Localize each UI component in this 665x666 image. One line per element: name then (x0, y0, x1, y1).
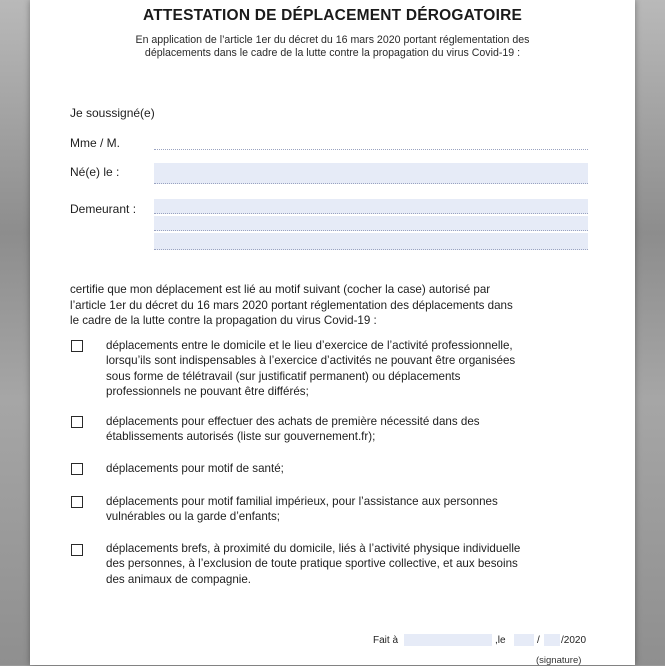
name-field[interactable] (154, 140, 588, 150)
subtitle-line: déplacements dans le cadre de la lutte contre la propagation du virus Covid-19 : (144, 47, 521, 59)
option-line: déplacements brefs, à proximité du domicile, liés à l’activité physique individuelle (106, 542, 521, 555)
reason-health-checkbox[interactable] (71, 463, 83, 475)
fait-label: Fait à (373, 635, 399, 646)
document-subtitle (70, 34, 595, 60)
birthdate-field[interactable] (154, 163, 588, 184)
address-field-line-3[interactable] (154, 233, 588, 250)
option-line: déplacements entre le domicile et le lieu d’exercice de l’activité professionnelle, (106, 339, 513, 352)
reason-exercise-checkbox[interactable] (71, 544, 83, 556)
option-line: déplacements pour motif familial impérieux, pour l’assistance aux personnes (106, 495, 498, 508)
intro-label: Je soussigné(e) (70, 106, 155, 120)
subtitle-line: En application de l’article 1er du décret du 16 mars 2020 portant réglementation des (135, 34, 530, 46)
option-line: déplacements pour motif de santé; (106, 462, 284, 475)
name-label: Mme / M. (70, 136, 120, 150)
date-label: ,le (495, 635, 506, 646)
day-field[interactable] (514, 634, 534, 646)
option-line: lorsqu’ils sont indispensables à l’exercice d’activités ne pouvant être organisées (106, 354, 516, 368)
reason-health-text (106, 461, 588, 476)
option-line: établissements autorisés (liste sur gouvernement.fr); (106, 430, 376, 444)
document-title: ATTESTATION DE DÉPLACEMENT DÉROGATOIRE (142, 7, 523, 24)
option-line: des personnes, à l’exclusion de toute pratique sportive collective, et aux besoins (106, 557, 518, 571)
option-line: sous forme de télétravail (sur justificatif permanent) ou déplacements (106, 369, 461, 383)
address-field-line-2[interactable] (154, 216, 588, 231)
birthdate-label: Né(e) le : (70, 165, 120, 179)
reason-family-checkbox[interactable] (71, 496, 83, 508)
date-separator: / (537, 635, 540, 646)
reason-exercise-text (106, 541, 588, 587)
address-label: Demeurant : (70, 202, 137, 216)
certify-line: certifie que mon déplacement est lié au motif suivant (cocher la case) autorisé par (70, 283, 491, 296)
option-line: déplacements pour effectuer des achats de première nécessité dans des (106, 415, 480, 428)
reason-shopping-text (106, 414, 588, 445)
signature-label: (signature) (536, 655, 582, 666)
certify-line: le cadre de la lutte contre la propagation du virus Covid-19 : (70, 314, 377, 328)
document-page (30, 0, 635, 665)
year-label: /2020 (561, 635, 587, 646)
option-line: professionnels ne pouvant être différés; (106, 385, 309, 399)
certify-line: l’article 1er du décret du 16 mars 2020 portant réglementation des déplacements dans (70, 298, 513, 312)
address-field-line-1[interactable] (154, 199, 588, 214)
option-line: vulnérables ou la garde d’enfants; (106, 510, 281, 524)
reason-work-checkbox[interactable] (71, 340, 83, 352)
option-line: des animaux de compagnie. (106, 572, 252, 586)
month-field[interactable] (544, 634, 560, 646)
reason-work-text (106, 338, 588, 400)
place-field[interactable] (404, 634, 492, 646)
reason-family-text (106, 494, 588, 525)
certify-paragraph (70, 282, 590, 329)
reason-shopping-checkbox[interactable] (71, 416, 83, 428)
